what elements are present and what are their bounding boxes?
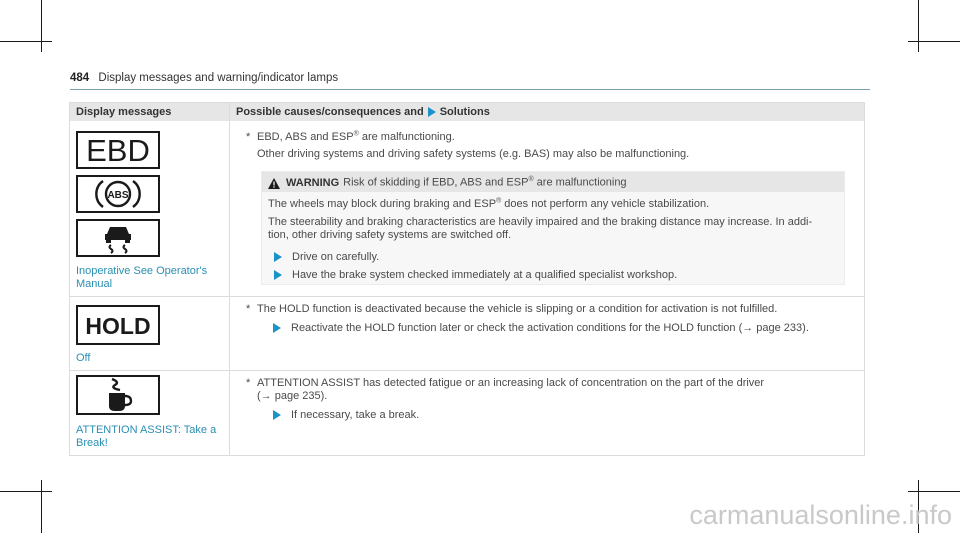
svg-text:HOLD: HOLD — [85, 313, 151, 339]
table-header — [70, 103, 864, 121]
messages-table — [69, 102, 865, 456]
coffee-cup-icon — [76, 375, 160, 415]
warning-triangle-icon — [268, 176, 280, 194]
watermark: carmanualsonline.info — [689, 500, 952, 530]
svg-text:ABS: ABS — [107, 190, 129, 201]
row2-bullet: Reactivate the HOLD function later or check the activation conditions for the HOLD function (→ page 233). — [273, 322, 809, 334]
page-header — [70, 72, 338, 84]
row2-line1: The HOLD function is deactivated because the vehicle is slipping or a condition for activation is not fulfilled. — [257, 303, 778, 315]
col-header-causes: Possible causes/consequences and Solutions — [236, 106, 490, 118]
row-divider — [70, 370, 864, 371]
row1-line1: EBD, ABS and ESP® are malfunctioning. — [257, 130, 455, 143]
warning-paragraph-2: The steerability and braking characteristics are heavily impaired and the braking distance may increase. In addi-tion, other driving safety systems are switched off. — [268, 216, 813, 241]
warning-header — [262, 172, 844, 192]
svg-text:EBD: EBD — [86, 134, 150, 166]
crop-mark — [918, 0, 919, 52]
ebd-icon — [76, 131, 160, 169]
page-title: Display messages and warning/indicator lamps — [98, 72, 339, 84]
bullet-arrow-icon — [273, 323, 281, 333]
abs-icon — [76, 175, 160, 213]
crop-mark — [41, 480, 42, 533]
bullet-arrow-icon — [274, 252, 282, 262]
caption-attention-assist: ATTENTION ASSIST: Take a Break! — [76, 424, 217, 449]
esp-skid-icon — [76, 219, 160, 257]
col-header-display-messages: Display messages — [76, 106, 172, 118]
warning-bullet-2: Have the brake system checked immediately at a qualified specialist workshop. — [274, 269, 677, 281]
row-divider — [70, 296, 864, 297]
row3-line1: ATTENTION ASSIST has detected fatigue or an increasing lack of concentration on the part of the driver — [257, 377, 765, 389]
warning-paragraph-1: The wheels may block during braking and ESP® does not perform any vehicle stabilization. — [268, 197, 710, 210]
header-rule — [70, 89, 870, 90]
column-divider — [229, 103, 230, 455]
footnote-star: * — [246, 131, 251, 143]
bullet-arrow-icon — [274, 270, 282, 280]
caption-inoperative: Inoperative See Operator's Manual — [76, 265, 208, 290]
footnote-star: * — [246, 377, 251, 389]
crop-mark — [0, 491, 52, 492]
page-number: 484 — [70, 72, 90, 84]
caption-off: Off — [76, 352, 91, 364]
warning-bullet-1: Drive on carefully. — [274, 251, 379, 263]
footnote-star: * — [246, 303, 251, 315]
crop-mark — [908, 491, 960, 492]
row3-bullet: If necessary, take a break. — [273, 409, 419, 421]
bullet-arrow-icon — [273, 410, 281, 420]
crop-mark — [908, 41, 960, 42]
warning-title: WARNING Risk of skidding if EBD, ABS and ESP® are malfunctioning — [286, 176, 627, 189]
crop-mark — [0, 41, 52, 42]
crop-mark — [41, 0, 42, 52]
arrow-icon — [428, 107, 436, 117]
hold-icon — [76, 305, 160, 345]
row1-line2: Other driving systems and driving safety systems (e.g. BAS) may also be malfunctioning. — [257, 148, 690, 160]
row3-line2: (→ page 235). — [257, 390, 328, 402]
warning-box — [261, 171, 845, 285]
